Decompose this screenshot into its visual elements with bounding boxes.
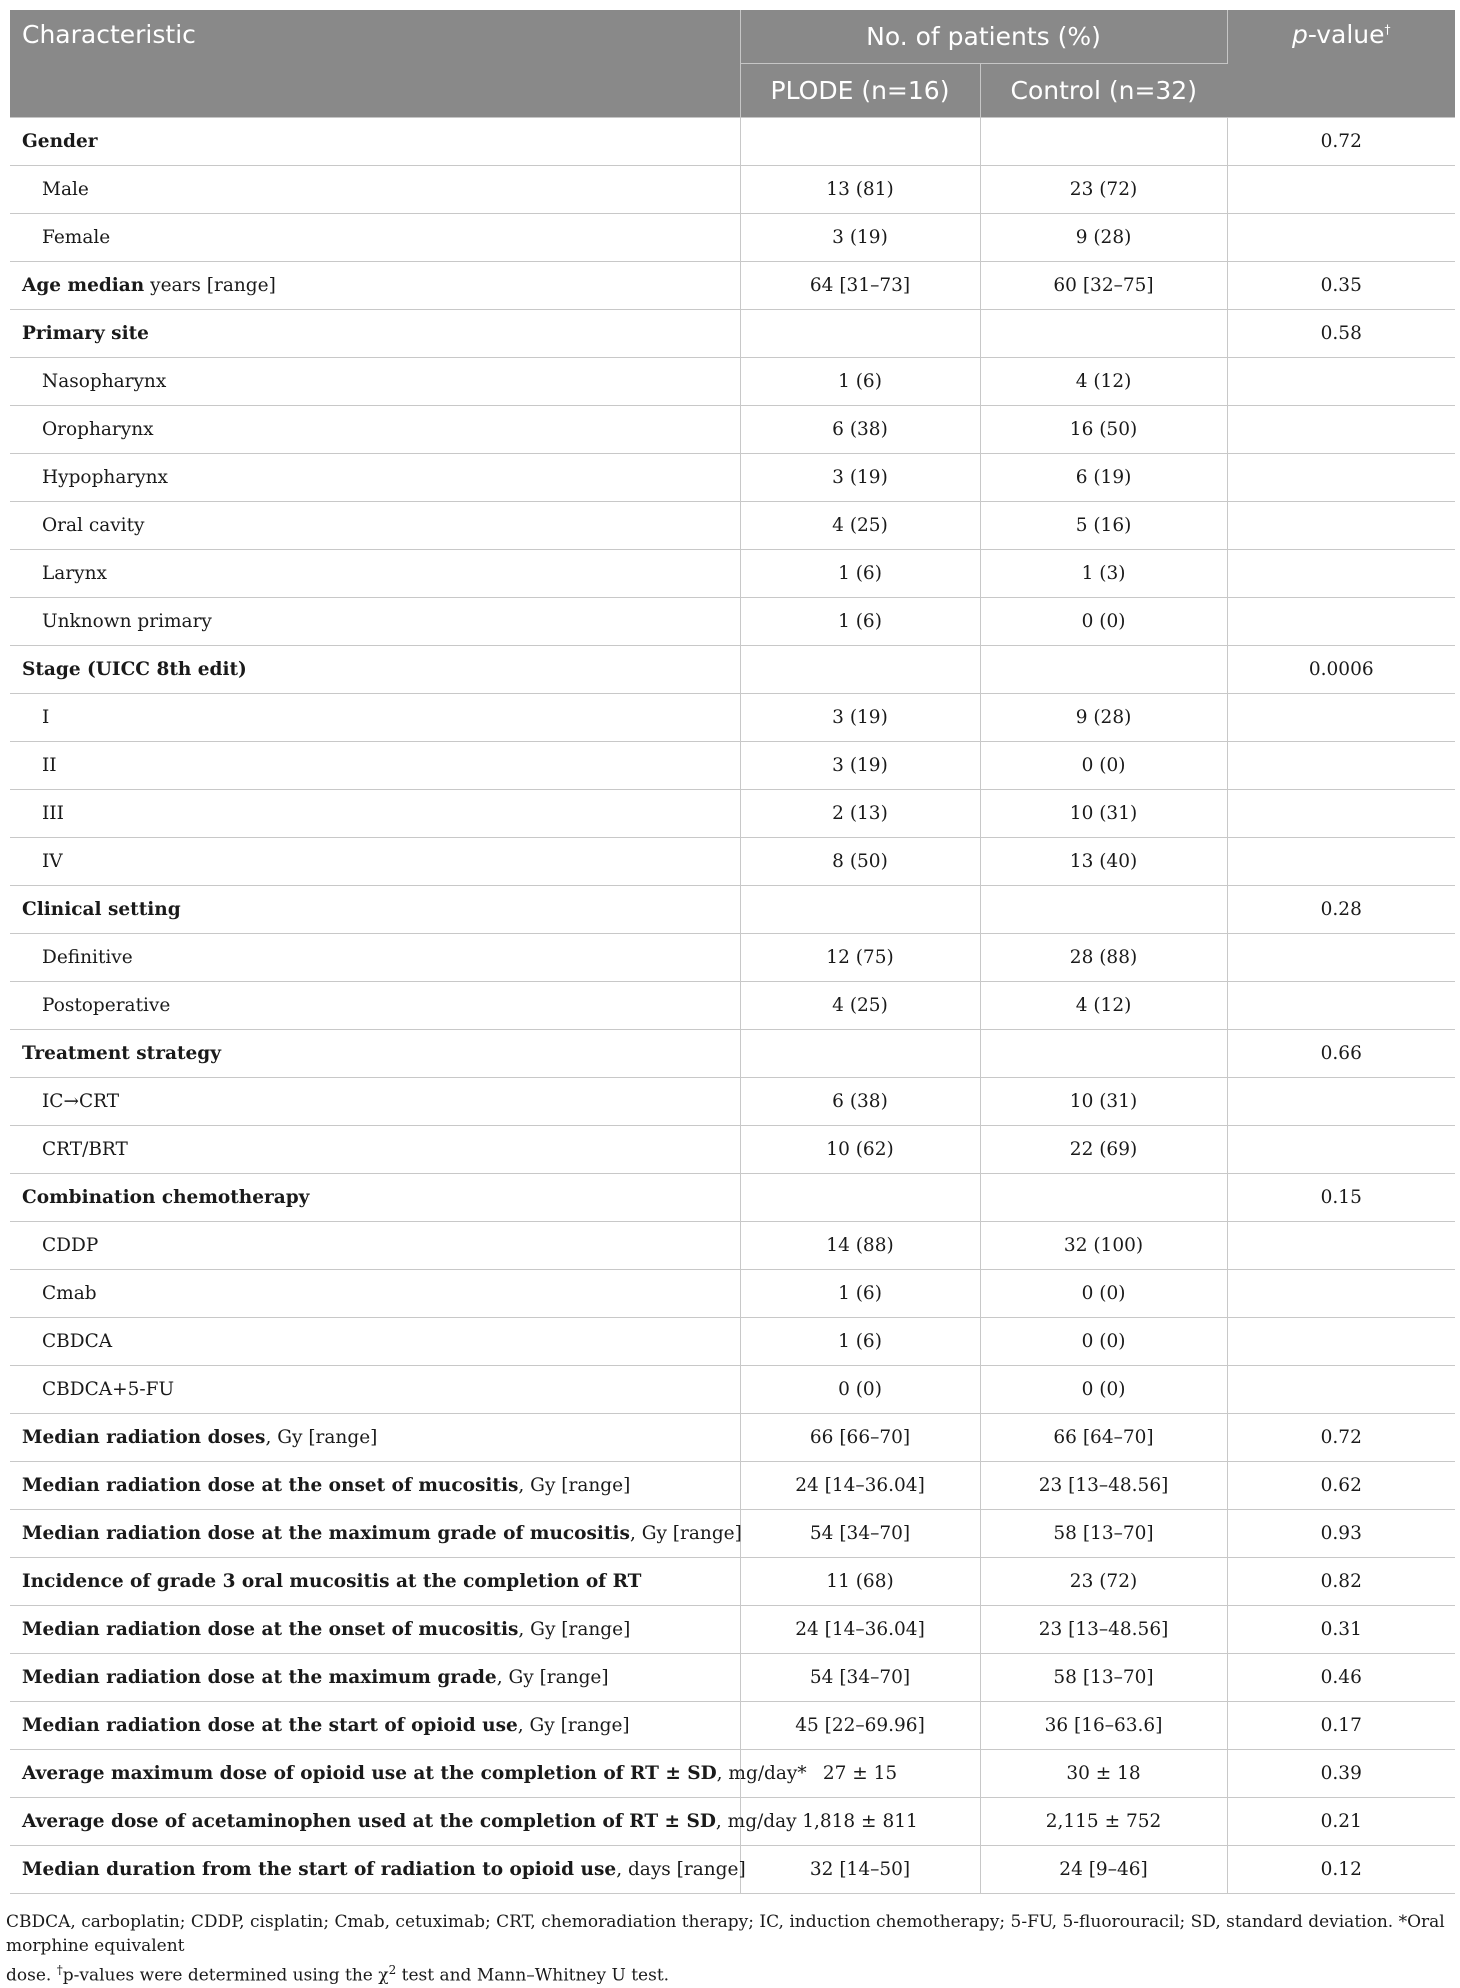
table-row (10, 358, 1455, 406)
characteristic-label: , mg/day* (716, 1763, 807, 1784)
plode-value-cell: 4 (25) (740, 502, 980, 550)
plode-value-cell: 54 [34–70] (740, 1654, 980, 1702)
characteristic-label-bold: Median radiation dose at the start of opioid use (22, 1715, 518, 1736)
p-value-cell (1227, 166, 1455, 214)
plode-value-cell: 0 (0) (740, 1366, 980, 1414)
characteristic-label: , Gy [range] (517, 1715, 630, 1736)
characteristic-cell (10, 1030, 740, 1078)
p-value-cell (1227, 1318, 1455, 1366)
plode-value-cell: 1 (6) (740, 358, 980, 406)
characteristic-cell (10, 742, 740, 790)
plode-value-cell: 66 [66–70] (740, 1414, 980, 1462)
control-value-cell: 66 [64–70] (980, 1414, 1227, 1462)
characteristic-label: CBDCA+5-FU (42, 1379, 175, 1400)
header-control: Control (n=32) (980, 64, 1227, 118)
p-value-cell: 0.35 (1227, 262, 1455, 310)
table-row (10, 790, 1455, 838)
table-row (10, 1510, 1455, 1558)
characteristic-label: Unknown primary (42, 611, 212, 632)
table-row (10, 1414, 1455, 1462)
characteristic-label-bold: Median radiation doses (22, 1427, 266, 1448)
characteristic-label-bold: Average maximum dose of opioid use at the completion of RT ± SD (22, 1763, 717, 1784)
characteristic-label: years [range] (144, 275, 276, 296)
p-value-cell (1227, 1222, 1455, 1270)
control-value-cell: 13 (40) (980, 838, 1227, 886)
table-row (10, 1846, 1455, 1894)
p-value-cell: 0.0006 (1227, 646, 1455, 694)
characteristic-label-bold: Age median (22, 275, 145, 296)
characteristic-label-bold: Median radiation dose at the onset of mucositis (22, 1619, 519, 1640)
p-value-cell (1227, 838, 1455, 886)
characteristic-cell (10, 1366, 740, 1414)
p-value-cell (1227, 550, 1455, 598)
p-value-cell (1227, 598, 1455, 646)
characteristic-label: III (42, 803, 64, 824)
characteristic-label: , days [range] (616, 1859, 746, 1880)
table-row (10, 1030, 1455, 1078)
characteristic-label-bold: Median radiation dose at the onset of mucositis (22, 1475, 519, 1496)
control-value-cell (980, 1174, 1227, 1222)
characteristic-cell (10, 934, 740, 982)
p-value-cell: 0.62 (1227, 1462, 1455, 1510)
table-row (10, 1126, 1455, 1174)
p-value-cell: 0.46 (1227, 1654, 1455, 1702)
characteristic-cell (10, 310, 740, 358)
characteristic-cell (10, 694, 740, 742)
footnote-line-2-end: test and Mann–Whitney U test. (396, 1965, 670, 1986)
p-value-cell: 0.93 (1227, 1510, 1455, 1558)
table-row (10, 1318, 1455, 1366)
table-row (10, 598, 1455, 646)
plode-value-cell: 6 (38) (740, 406, 980, 454)
plode-value-cell: 54 [34–70] (740, 1510, 980, 1558)
dagger-mark: † (1384, 22, 1391, 37)
header-row-1 (10, 10, 1455, 64)
characteristic-cell (10, 502, 740, 550)
control-value-cell: 23 [13–48.56] (980, 1606, 1227, 1654)
characteristic-cell (10, 598, 740, 646)
footnote-dagger: † (56, 1963, 63, 1977)
characteristic-label: Oropharynx (42, 419, 154, 440)
control-value-cell (980, 118, 1227, 166)
control-value-cell: 32 (100) (980, 1222, 1227, 1270)
plode-value-cell: 3 (19) (740, 214, 980, 262)
characteristic-label: , Gy [range] (518, 1619, 631, 1640)
header-p-value (1227, 10, 1455, 118)
p-value-cell: 0.82 (1227, 1558, 1455, 1606)
plode-value-cell (740, 118, 980, 166)
characteristic-cell (10, 1798, 797, 1846)
characteristic-label-bold: Median radiation dose at the maximum grade (22, 1667, 497, 1688)
characteristic-cell (10, 1270, 740, 1318)
header-patient-group: No. of patients (%) (740, 10, 1227, 64)
p-value-cell (1227, 790, 1455, 838)
p-value-cell: 0.72 (1227, 1414, 1455, 1462)
characteristic-cell (10, 550, 740, 598)
control-value-cell: 0 (0) (980, 742, 1227, 790)
plode-value-cell: 4 (25) (740, 982, 980, 1030)
characteristic-label: II (42, 755, 57, 776)
characteristic-label: Oral cavity (42, 515, 145, 536)
characteristic-cell (10, 1750, 807, 1798)
table-row (10, 1270, 1455, 1318)
characteristic-label-bold: Average dose of acetaminophen used at the completion of RT ± SD (22, 1811, 716, 1832)
plode-value-cell: 6 (38) (740, 1078, 980, 1126)
p-value-cell: 0.72 (1227, 118, 1455, 166)
control-value-cell: 0 (0) (980, 1318, 1227, 1366)
characteristic-label-bold: Primary site (22, 323, 149, 344)
p-value-cell: 0.21 (1227, 1798, 1455, 1846)
p-value-cell: 0.39 (1227, 1750, 1455, 1798)
p-value-cell (1227, 694, 1455, 742)
characteristic-label: Cmab (42, 1283, 97, 1304)
table-row (10, 1366, 1455, 1414)
p-value-cell (1227, 502, 1455, 550)
table-footnote (6, 1910, 1454, 1988)
characteristic-label: , Gy [range] (496, 1667, 609, 1688)
characteristic-cell (10, 1702, 740, 1750)
control-value-cell: 23 (72) (980, 166, 1227, 214)
table-row (10, 838, 1455, 886)
plode-value-cell: 14 (88) (740, 1222, 980, 1270)
characteristic-cell (10, 886, 740, 934)
characteristic-label: Larynx (42, 563, 107, 584)
characteristic-label: Female (42, 227, 111, 248)
control-value-cell: 5 (16) (980, 502, 1227, 550)
characteristic-label: Male (42, 179, 89, 200)
characteristic-cell (10, 1462, 740, 1510)
plode-value-cell: 10 (62) (740, 1126, 980, 1174)
control-value-cell: 0 (0) (980, 1366, 1227, 1414)
plode-value-cell (740, 646, 980, 694)
p-value-cell: 0.66 (1227, 1030, 1455, 1078)
p-value-cell (1227, 406, 1455, 454)
characteristic-cell (10, 1846, 746, 1894)
plode-value-cell: 64 [31–73] (740, 262, 980, 310)
table-row (10, 1222, 1455, 1270)
footnote-chi-square-exponent: 2 (388, 1963, 397, 1977)
table-row (10, 310, 1455, 358)
control-value-cell: 24 [9–46] (980, 1846, 1227, 1894)
control-value-cell: 36 [16–63.6] (980, 1702, 1227, 1750)
plode-value-cell (740, 1174, 980, 1222)
header-p-italic: p (1292, 20, 1308, 49)
control-value-cell: 10 (31) (980, 790, 1227, 838)
control-value-cell (980, 310, 1227, 358)
characteristic-label: , Gy [range] (518, 1475, 631, 1496)
p-value-cell (1227, 742, 1455, 790)
table-row (10, 1654, 1455, 1702)
table-row (10, 1750, 1455, 1798)
characteristic-cell (10, 1078, 740, 1126)
characteristic-cell (10, 166, 740, 214)
characteristic-label: IV (42, 851, 63, 872)
characteristic-cell (10, 406, 740, 454)
table-row (10, 406, 1455, 454)
characteristic-label-bold: Incidence of grade 3 oral mucositis at the completion of RT (22, 1571, 642, 1592)
table-row (10, 1078, 1455, 1126)
plode-value-cell: 45 [22–69.96] (740, 1702, 980, 1750)
characteristic-cell (10, 262, 740, 310)
control-value-cell: 2,115 ± 752 (980, 1798, 1227, 1846)
table-row (10, 166, 1455, 214)
p-value-cell (1227, 358, 1455, 406)
plode-value-cell: 24 [14–36.04] (740, 1462, 980, 1510)
table-row (10, 502, 1455, 550)
header-characteristic: Characteristic (10, 10, 740, 118)
control-value-cell (980, 1030, 1227, 1078)
table-header (10, 10, 1455, 118)
characteristic-cell (10, 838, 740, 886)
characteristic-label: CDDP (42, 1235, 99, 1256)
plode-value-cell (740, 886, 980, 934)
plode-value-cell: 3 (19) (740, 454, 980, 502)
control-value-cell: 4 (12) (980, 358, 1227, 406)
table-row (10, 262, 1455, 310)
characteristic-label: Postoperative (42, 995, 171, 1016)
characteristic-label-bold: Gender (22, 131, 98, 152)
p-value-cell: 0.28 (1227, 886, 1455, 934)
footnote-line-2-text: p-values were determined using the χ (62, 1965, 389, 1986)
table-row (10, 646, 1455, 694)
characteristic-label-bold: Median duration from the start of radiation to opioid use (22, 1859, 617, 1880)
control-value-cell: 23 [13–48.56] (980, 1462, 1227, 1510)
characteristic-label-bold: Median radiation dose at the maximum grade of mucositis (22, 1523, 630, 1544)
plode-value-cell: 24 [14–36.04] (740, 1606, 980, 1654)
plode-value-cell: 13 (81) (740, 166, 980, 214)
control-value-cell: 58 [13–70] (980, 1510, 1227, 1558)
table-row (10, 454, 1455, 502)
plode-value-cell: 12 (75) (740, 934, 980, 982)
control-value-cell: 28 (88) (980, 934, 1227, 982)
plode-value-cell: 8 (50) (740, 838, 980, 886)
table-row (10, 1462, 1455, 1510)
characteristic-label-bold: Clinical setting (22, 899, 181, 920)
control-value-cell: 58 [13–70] (980, 1654, 1227, 1702)
control-value-cell: 22 (69) (980, 1126, 1227, 1174)
p-value-cell (1227, 982, 1455, 1030)
characteristic-cell (10, 1174, 740, 1222)
p-value-cell: 0.12 (1227, 1846, 1455, 1894)
plode-value-cell (740, 310, 980, 358)
footnote-line-1: CBDCA, carboplatin; CDDP, cisplatin; Cmab, cetuximab; CRT, chemoradiation therapy; IC, induction chemotherapy; 5-FU, 5-fluorouracil; SD, standard deviation. *Oral morphine equivalent (6, 1912, 1445, 1956)
plode-value-cell: 2 (13) (740, 790, 980, 838)
plode-value-cell: 1 (6) (740, 1270, 980, 1318)
characteristic-label: CBDCA (42, 1331, 113, 1352)
table-row (10, 118, 1455, 166)
control-value-cell: 9 (28) (980, 214, 1227, 262)
characteristic-label: Nasopharynx (42, 371, 167, 392)
p-value-cell (1227, 1126, 1455, 1174)
p-value-cell: 0.58 (1227, 310, 1455, 358)
characteristic-label: IC→CRT (42, 1091, 120, 1112)
table-row (10, 1558, 1455, 1606)
control-value-cell (980, 886, 1227, 934)
table-row (10, 742, 1455, 790)
header-p-rest: -value (1307, 20, 1385, 49)
characteristic-label: Hypopharynx (42, 467, 168, 488)
header-plode: PLODE (n=16) (740, 64, 980, 118)
characteristic-label: , mg/day (715, 1811, 797, 1832)
table-body (10, 118, 1455, 1894)
plode-value-cell: 1 (6) (740, 598, 980, 646)
plode-value-cell: 27 ± 15 (740, 1750, 980, 1798)
characteristic-label: Definitive (42, 947, 133, 968)
characteristic-cell (10, 1318, 740, 1366)
p-value-cell: 0.31 (1227, 1606, 1455, 1654)
characteristic-label: I (42, 707, 50, 728)
plode-value-cell: 11 (68) (740, 1558, 980, 1606)
p-value-cell (1227, 1078, 1455, 1126)
table-row (10, 982, 1455, 1030)
table-row (10, 1174, 1455, 1222)
control-value-cell: 0 (0) (980, 1270, 1227, 1318)
characteristic-label: , Gy [range] (629, 1523, 742, 1544)
characteristic-label-bold: Stage (UICC 8th edit) (22, 659, 247, 680)
characteristic-label: , Gy [range] (265, 1427, 378, 1448)
characteristic-cell (10, 1126, 740, 1174)
table-row (10, 1606, 1455, 1654)
p-value-cell (1227, 454, 1455, 502)
table-row (10, 550, 1455, 598)
characteristic-label: CRT/BRT (42, 1139, 128, 1160)
plode-value-cell: 3 (19) (740, 742, 980, 790)
table-row (10, 1702, 1455, 1750)
table-row (10, 1798, 1455, 1846)
table-row (10, 694, 1455, 742)
table-row (10, 886, 1455, 934)
characteristic-cell (10, 646, 740, 694)
characteristic-cell (10, 1654, 740, 1702)
plode-value-cell: 1 (6) (740, 550, 980, 598)
control-value-cell: 60 [32–75] (980, 262, 1227, 310)
characteristic-cell (10, 1510, 740, 1558)
p-value-cell: 0.17 (1227, 1702, 1455, 1750)
characteristic-cell (10, 118, 740, 166)
control-value-cell (980, 646, 1227, 694)
characteristic-label-bold: Treatment strategy (22, 1043, 221, 1064)
control-value-cell: 16 (50) (980, 406, 1227, 454)
p-value-cell (1227, 214, 1455, 262)
control-value-cell: 23 (72) (980, 1558, 1227, 1606)
characteristic-cell (10, 214, 740, 262)
plode-value-cell: 1,818 ± 811 (740, 1798, 980, 1846)
control-value-cell: 10 (31) (980, 1078, 1227, 1126)
characteristic-cell (10, 1558, 740, 1606)
characteristic-cell (10, 982, 740, 1030)
characteristic-cell (10, 1222, 740, 1270)
footnote-line-2 (6, 1958, 1454, 1988)
characteristic-cell (10, 358, 740, 406)
footnote-line-2-start: dose. (6, 1965, 57, 1986)
control-value-cell: 9 (28) (980, 694, 1227, 742)
plode-value-cell: 1 (6) (740, 1318, 980, 1366)
p-value-cell (1227, 934, 1455, 982)
p-value-cell (1227, 1270, 1455, 1318)
characteristic-cell (10, 1606, 740, 1654)
control-value-cell: 4 (12) (980, 982, 1227, 1030)
control-value-cell: 6 (19) (980, 454, 1227, 502)
control-value-cell: 1 (3) (980, 550, 1227, 598)
control-value-cell: 0 (0) (980, 598, 1227, 646)
plode-value-cell (740, 1030, 980, 1078)
p-value-cell: 0.15 (1227, 1174, 1455, 1222)
table-row (10, 934, 1455, 982)
characteristic-cell (10, 454, 740, 502)
control-value-cell: 30 ± 18 (980, 1750, 1227, 1798)
table-row (10, 214, 1455, 262)
characteristic-cell (10, 790, 740, 838)
plode-value-cell: 32 [14–50] (740, 1846, 980, 1894)
patient-characteristics-table (10, 10, 1455, 1894)
p-value-cell (1227, 1366, 1455, 1414)
plode-value-cell: 3 (19) (740, 694, 980, 742)
characteristic-cell (10, 1414, 740, 1462)
characteristic-label-bold: Combination chemotherapy (22, 1187, 310, 1208)
